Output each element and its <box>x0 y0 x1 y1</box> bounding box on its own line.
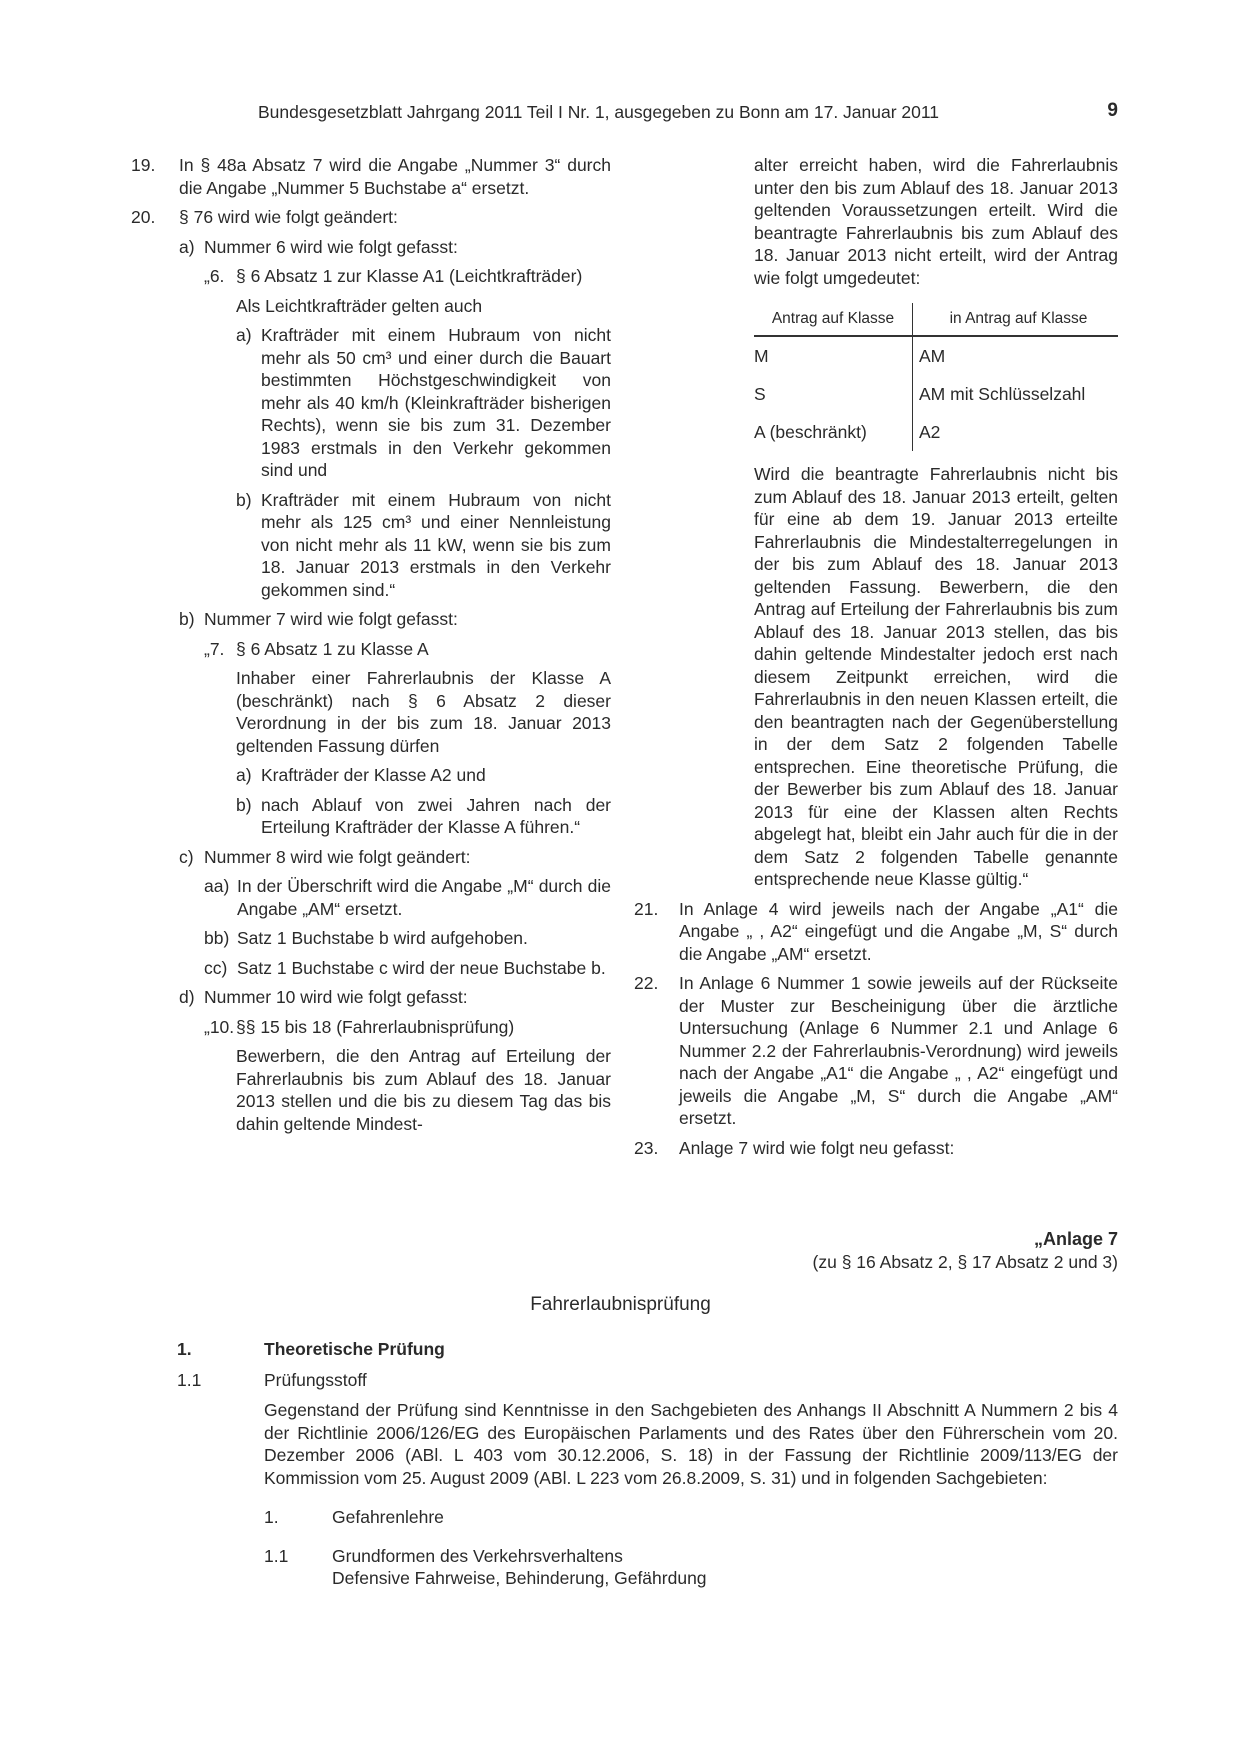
quoted-title: § 6 Absatz 1 zu Klasse A <box>236 638 429 659</box>
subitem-bb <box>204 927 611 950</box>
table-cell: A (beschränkt) <box>754 413 913 451</box>
right-column <box>634 154 1118 1166</box>
section-heading: Prüfungsstoff <box>264 1369 367 1390</box>
item-text: In § 48a Absatz 7 wird die Angabe „Nummer 3“ durch die Angabe „Nummer 5 Buchstabe a“ ersetzt. <box>179 155 611 198</box>
table-row <box>754 336 1118 375</box>
subitem-text: Nummer 6 wird wie folgt gefasst: <box>204 236 458 257</box>
subitem-letter: a) <box>179 236 195 257</box>
quoted-heading-7 <box>204 638 611 661</box>
annex-reference: (zu § 16 Absatz 2, § 17 Absatz 2 und 3) <box>812 1251 1118 1272</box>
item-20 <box>131 206 611 229</box>
subitem-letter: b) <box>236 489 252 510</box>
quoted-heading-10 <box>204 1016 611 1039</box>
section-1-heading <box>177 1338 1118 1361</box>
topic-number: 1. <box>264 1507 279 1527</box>
left-column <box>131 154 611 1142</box>
item-number: 21. <box>634 898 659 919</box>
table-cell: A2 <box>919 421 941 442</box>
item-23 <box>634 1137 1118 1160</box>
item-21 <box>634 898 1118 966</box>
subitem-cc <box>204 957 611 980</box>
table-header-row <box>754 303 1118 336</box>
item-number: 22. <box>634 973 659 993</box>
subitem-letter: d) <box>179 987 195 1007</box>
subitem-letter: cc) <box>204 957 228 978</box>
quoted-subitem-a <box>236 764 611 787</box>
subitem-c <box>179 846 611 869</box>
section-number: 1.1 <box>177 1369 202 1390</box>
subitem-letter: bb) <box>204 928 230 948</box>
topic-line: Grundformen des Verkehrsverhaltens <box>332 1545 623 1566</box>
table-cell: AM mit Schlüsselzahl <box>919 383 1086 404</box>
table-row <box>754 375 1118 413</box>
quoted-intro: Als Leichtkrafträder gelten auch <box>236 295 483 316</box>
table-cell: AM <box>919 345 946 366</box>
subitem-text: Nummer 8 wird wie folgt geändert: <box>204 846 471 867</box>
bottom-section <box>177 1338 1118 1590</box>
subitem-text: Krafträder der Klasse A2 und <box>261 765 486 785</box>
annex-title: „Anlage 7 <box>1033 1229 1118 1249</box>
section-number: 1. <box>177 1339 192 1359</box>
topic-line: Defensive Fahrweise, Behinderung, Gefährdung <box>332 1568 707 1588</box>
subitem-text: Satz 1 Buchstabe c wird der neue Buchstabe b. <box>237 957 606 978</box>
subitem-text: Krafträder mit einem Hubraum von nicht mehr als 50 cm³ und einer durch die Bauart bestimmten Höchstgeschwindigkeit von mehr als 40 km/h (Kleinkrafträder bisherigen Rechts), wenn sie bis zum 31. Dezember 1983 erstmals in den Verkehr gekommen sind und <box>261 325 611 480</box>
item-number: 19. <box>131 155 156 175</box>
quoted-subitem-a <box>236 324 611 482</box>
quoted-intro: Inhaber einer Fahrerlaubnis der Klasse A (beschränkt) nach § 6 Absatz 2 dieser Verordnung in der bis zum 18. Januar 2013 geltenden Fassung dürfen <box>236 668 611 756</box>
subitem-text: In der Überschrift wird die Angabe „M“ durch die Angabe „AM“ ersetzt. <box>237 876 611 919</box>
subitem-text: Krafträder mit einem Hubraum von nicht mehr als 125 cm³ und einer Nennleistung von nicht mehr als 11 kW, wenn sie bis zum 18. Januar 2013 erstmals in den Verkehr gekommen sind.“ <box>261 489 611 600</box>
item-text: In Anlage 6 Nummer 1 sowie jeweils auf der Rückseite der Muster zur Bescheinigung über die ärztliche Untersuchung (Anlage 6 Nummer 2.1 und Anlage 6 Nummer 2.2 der Fahrerlaubnis-Verordnung) wird jeweils nach der Angabe „A1“ die Angabe „ , A2“ eingefügt und jeweils die Angabe „M, S“ durch die Angabe „AM“ ersetzt. <box>679 973 1118 1128</box>
subitem-a <box>179 236 611 259</box>
topic-1 <box>264 1506 1118 1529</box>
quoted-number: „6. <box>204 266 225 286</box>
subitem-letter: b) <box>179 609 195 629</box>
table-row <box>754 413 1118 451</box>
item-text: In Anlage 4 wird jeweils nach der Angabe „A1“ die Angabe „ , A2“ eingefügt und die Angabe „M, S“ durch die Angabe „AM“ ersetzt. <box>679 898 1118 964</box>
item-19 <box>131 154 611 199</box>
paragraph: Gegenstand der Prüfung sind Kenntnisse in den Sachgebieten des Anhangs II Abschnitt A Nummern 2 bis 4 der Richtlinie 2006/126/EG des Europäischen Parlaments und des Rates über den Führerschein vom 20. Dezember 2006 (ABl. L 403 vom 30.12.2006, S. 18) in der Fassung der Richtlinie 2009/113/EG der Kommission vom 25. August 2009 (ABl. L 223 vom 26.8.2009, S. 31) und in folgenden Sachgebieten: <box>264 1400 1118 1488</box>
item-text: § 76 wird wie folgt geändert: <box>179 207 398 227</box>
subitem-letter: a) <box>236 765 252 785</box>
subitem-aa <box>204 875 611 920</box>
table-cell: M <box>754 336 913 375</box>
quoted-title: §§ 15 bis 18 (Fahrerlaubnisprüfung) <box>236 1016 515 1037</box>
subitem-text: Nummer 7 wird wie folgt gefasst: <box>204 609 458 629</box>
table-header: in Antrag auf Klasse <box>913 303 1119 336</box>
annex-heading <box>813 1228 1118 1273</box>
table-header: Antrag auf Klasse <box>754 303 913 336</box>
subitem-letter: a) <box>236 325 252 345</box>
quoted-body-continued: Wird die beantragte Fahrerlaubnis nicht bis zum Ablauf des 18. Januar 2013 erteilt, gelten für eine ab dem 19. Januar 2013 erteilte Fahrerlaubnis die Mindestalterregelungen in der bis zum Ablauf des 18. Januar 2013 geltenden Fassung. Bewerbern, die den Antrag auf Erteilung der Fahrerlaubnis bis zum Ablauf des 18. Januar 2013 stellen, das bis dahin geltende Mindestalter jedoch erst nach diesem Zeitpunkt erreichen, wird die Fahrerlaubnis in den neuen Klassen erteilt, die den beantragten nach der Gegenüberstellung in der dem Satz 2 folgenden Tabelle entsprechen. Eine theoretische Prüfung, die der Bewerber bis zum Ablauf des 18. Januar 2013 für eine der Klassen alten Rechts abgelegt hat, bleibt ein Jahr auch für die in der dem Satz 2 folgenden Tabelle genannte entsprechende neue Klasse gültig.“ <box>754 464 1118 889</box>
class-conversion-table <box>754 303 1118 451</box>
subitem-d <box>179 986 611 1009</box>
subitem-text: Nummer 10 wird wie folgt gefasst: <box>204 987 468 1007</box>
page-number: 9 <box>1107 100 1118 121</box>
section-heading: Theoretische Prüfung <box>264 1339 445 1359</box>
quoted-subitem-b <box>236 794 611 839</box>
item-text: Anlage 7 wird wie folgt neu gefasst: <box>679 1137 955 1158</box>
quoted-number: „10. <box>204 1016 235 1037</box>
subitem-text: nach Ablauf von zwei Jahren nach der Erteilung Krafträder der Klasse A führen.“ <box>261 794 611 837</box>
topic-1-1 <box>264 1545 1118 1590</box>
quoted-body: Bewerbern, die den Antrag auf Erteilung der Fahrerlaubnis bis zum Ablauf des 18. Januar 2013 stellen und die bis zu diesem Tag das bis dahin geltende Mindest- <box>236 1046 611 1134</box>
section-title: Fahrerlaubnisprüfung <box>530 1294 711 1315</box>
subitem-b <box>179 608 611 631</box>
topic-text: Gefahrenlehre <box>332 1507 444 1527</box>
subitem-letter: aa) <box>204 876 230 896</box>
quoted-title: § 6 Absatz 1 zur Klasse A1 (Leichtkrafträder) <box>236 266 583 286</box>
topic-number: 1.1 <box>264 1545 289 1566</box>
subitem-letter: b) <box>236 794 252 815</box>
continued-text: alter erreicht haben, wird die Fahrerlaubnis unter den bis zum Ablauf des 18. Januar 2013 geltenden Voraussetzungen erteilt. Wird die beantragte Fahrerlaubnis bis zum Ablauf des 18. Januar 2013 nicht erteilt, wird der Antrag wie folgt umgedeutet: <box>754 155 1118 288</box>
table-cell: S <box>754 375 913 413</box>
item-number: 23. <box>634 1137 659 1158</box>
quoted-number: „7. <box>204 638 225 659</box>
quoted-subitem-b <box>236 489 611 602</box>
item-22 <box>634 972 1118 1130</box>
item-number: 20. <box>131 207 156 227</box>
section-1-1-heading <box>177 1369 1118 1392</box>
subitem-letter: c) <box>179 846 194 867</box>
quoted-heading-6 <box>204 265 611 288</box>
subitem-text: Satz 1 Buchstabe b wird aufgehoben. <box>237 928 528 948</box>
header-title: Bundesgesetzblatt Jahrgang 2011 Teil I Nr. 1, ausgegeben zu Bonn am 17. Januar 2011 <box>258 102 940 122</box>
